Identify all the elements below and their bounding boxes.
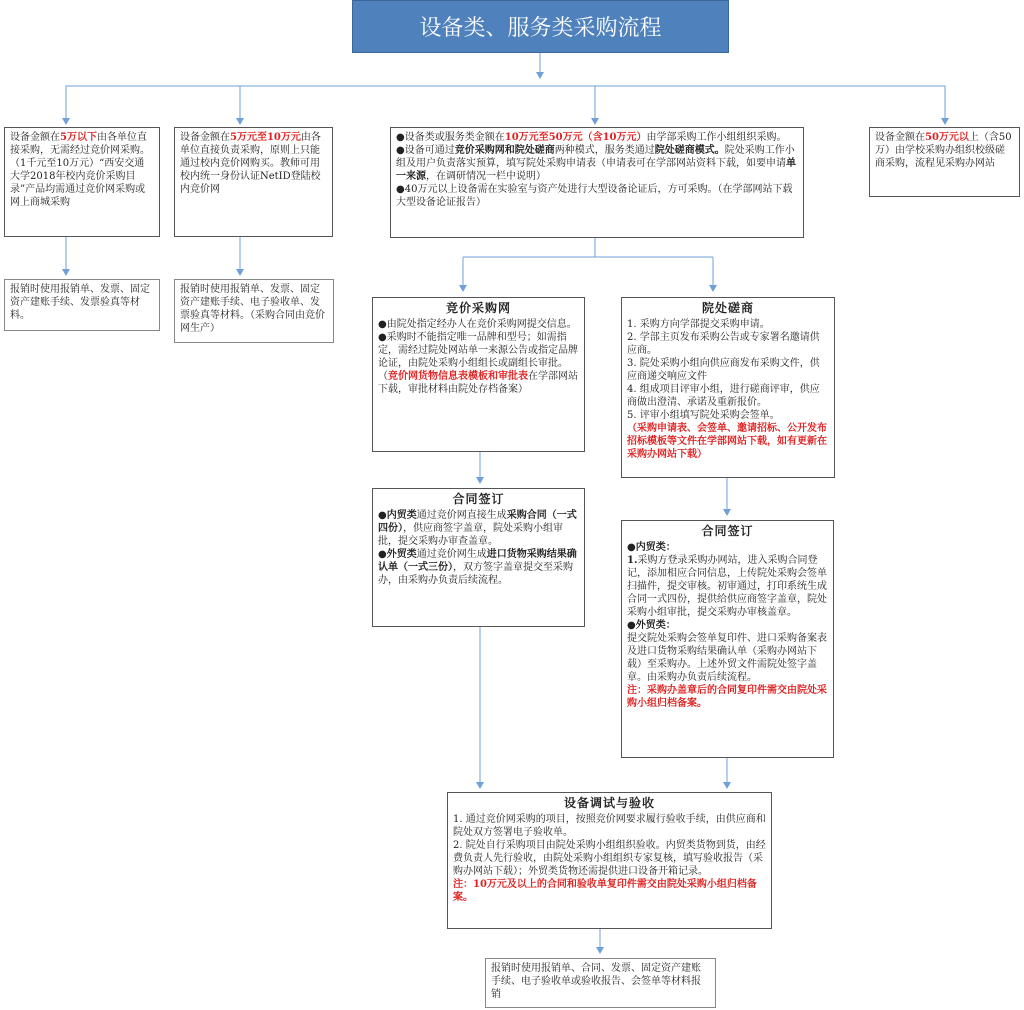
text: 报销时使用报销单、发票、固定资产建账手续、电子验收单、发票验真等材料。（采购合同由竞价网生产） bbox=[180, 284, 325, 334]
text: 报销时使用报销单、合同、发票、固定资产建账手续、电子验收单或验收报告、会签单等材料报销 bbox=[491, 963, 701, 1000]
box-over-50w bbox=[869, 127, 1020, 197]
text: 由各单位直接采购，无需经过竞价网采购。（1千元至10万元）“西安交通大学2018年校内竞价采购目录”产品均需通过竞价网采购或网上商城采购 bbox=[10, 132, 150, 208]
bold-text: ●外贸类： bbox=[627, 620, 676, 631]
text: 通过竞价网生成 bbox=[416, 549, 487, 560]
text: 通过竞价网直接生成 bbox=[416, 510, 507, 521]
list-item: 4. 组成项目评审小组，进行磋商评审，供应商做出澄清、承诺及重新报价。 bbox=[627, 384, 820, 408]
box-final-reimburse bbox=[485, 958, 716, 1008]
list-item: 5. 评审小组填写院处采购会签单。 bbox=[627, 410, 780, 421]
text: 采购方登录采购办网站，进入采购合同登记，添加相应合同信息，上传院处采购会签单扫描件，提交审核。初审通过，打印系统生成合同一式四份，提供给供应商签字盖章，院处采购小组审批，提交采购办审核盖章。 bbox=[627, 555, 827, 618]
bold-text: 院处磋商模式。 bbox=[654, 145, 725, 156]
highlight-amount: 10万元至50万元（含10万元） bbox=[504, 132, 647, 143]
text: 设备金额在 bbox=[180, 132, 230, 143]
bold-text: 单一来源 bbox=[396, 158, 796, 182]
box-heading: 合同签订 bbox=[701, 524, 754, 538]
box-10w-50w bbox=[390, 127, 804, 238]
box-consultation bbox=[621, 297, 835, 478]
box-under-5w bbox=[4, 127, 160, 237]
text: 设备金额在 bbox=[875, 132, 925, 143]
bold-text: 1. bbox=[627, 555, 638, 566]
list-item: 1. 采购方向学部提交采购申请。 bbox=[627, 319, 770, 330]
text: ●设备类或服务类金额在 bbox=[396, 132, 505, 143]
text: 2. 院处自行采购项目由院处采购小组组织验收。内贸类货物到货，由经费负责人先行验收，由院处采购小组组织专家复核，填写验收报告（采购办网站下载）；外贸类货物还需提供进口设备开箱记录。 bbox=[453, 840, 766, 877]
text: ，双方签字盖章提交至采购办，由采购办负责后续流程。 bbox=[378, 562, 573, 586]
text: 院处采购工作小组及用户负责落实预算，填写院处采购申请表（申请表可在学部网站资料下载，如要申请 bbox=[396, 145, 795, 169]
text: ，在调研情况一栏中说明） bbox=[426, 171, 546, 182]
list-item: 2. 学部主页发布采购公告或专家署名邀请供应商。 bbox=[627, 332, 820, 356]
page-title: 设备类、服务类采购流程 bbox=[352, 0, 729, 53]
text: 上（含50万）由学校采购办组织校级磋商采购，流程见采购办网站 bbox=[875, 132, 1012, 169]
text: 两种模式，服务类通过 bbox=[554, 145, 655, 156]
text: ●设备可通过 bbox=[396, 145, 455, 156]
box-heading: 设备调试与验收 bbox=[563, 796, 655, 810]
highlight-amount: 50万元以 bbox=[925, 132, 969, 143]
text: （ bbox=[378, 371, 388, 382]
text: 1. 通过竞价网采购的项目，按照竞价网要求履行验收手续，由供应商和院处双方签署电子验收单。 bbox=[453, 814, 766, 838]
text: 由学部采购工作小组组织采购。 bbox=[646, 132, 787, 143]
box-contract-bidding bbox=[372, 488, 585, 627]
box-5w-10w-reimburse bbox=[174, 279, 334, 343]
text: 在学部网站下载，审批材料由院处存档备案） bbox=[378, 371, 578, 395]
box-heading: 院处磋商 bbox=[701, 301, 754, 315]
list-item: 3. 院处采购小组向供应商发布采购文件，供应商递交响应文件 bbox=[627, 358, 820, 382]
text: 由各单位直接负责采购，原则上只能通过校内竞价网购买。教师可用校内统一身份认证NetID登陆校内竞价网 bbox=[180, 132, 321, 195]
text: 提交院处采购会签单复印件、进口采购备案表及进口货物采购结果确认单（采购办网站下载）至采购办。上述外贸文件需院处签字盖章。由采购办负责后续流程。 bbox=[627, 633, 827, 683]
text: ●采购时不能指定唯一品牌和型号；如需指定，需经过院处网站单一来源公告或指定品牌论证，由院处采购小组组长或副组长审批。 bbox=[378, 332, 578, 369]
text: 报销时使用报销单、发票、固定资产建账手续、发票验真等材料。 bbox=[10, 284, 150, 321]
box-heading: 竞价采购网 bbox=[445, 301, 511, 315]
bold-text: ●内贸类： bbox=[627, 542, 676, 553]
note-text: 注：采购办盖章后的合同复印件需交由院处采购小组归档备案。 bbox=[627, 685, 827, 709]
box-acceptance bbox=[447, 792, 772, 929]
note-text: 注：10万元及以上的合同和验收单复印件需交由院处采购小组归档备案。 bbox=[453, 879, 757, 903]
box-bidding-platform bbox=[372, 297, 585, 452]
highlight-amount: 5万元至10万元 bbox=[230, 132, 301, 143]
bold-text: 竞价采购网和院处磋商 bbox=[454, 145, 555, 156]
box-heading: 合同签订 bbox=[452, 492, 505, 506]
text: ，供应商签字盖章，院处采购小组审批，提交采购办审查盖章。 bbox=[378, 523, 563, 547]
text: 设备金额在 bbox=[10, 132, 60, 143]
bold-text: 采购合同（一式四份） bbox=[378, 510, 577, 534]
note-text: （采购申请表、会签单、邀请招标、公开发布招标模板等文件在学部网站下载，如有更新在采购办网站下载） bbox=[627, 423, 827, 460]
text: ●由院处指定经办人在竞价采购网提交信息。 bbox=[378, 319, 577, 330]
highlight-amount: 5万以下 bbox=[60, 132, 97, 143]
bold-text: 进口货物采购结果确认单（一式三份） bbox=[378, 549, 577, 573]
highlight-text: 竞价网货物信息表模板和审批表 bbox=[388, 371, 528, 382]
box-under-5w-reimburse bbox=[4, 279, 160, 331]
box-5w-10w bbox=[174, 127, 333, 237]
bold-text: ●外贸类 bbox=[378, 549, 417, 560]
bold-text: ●内贸类 bbox=[378, 510, 417, 521]
text: ●40万元以上设备需在实验室与资产处进行大型设备论证后，方可采购。（在学部网站下载大型设备论证报告） bbox=[396, 184, 793, 208]
branch-bar bbox=[66, 86, 945, 87]
box-contract-consult bbox=[621, 520, 834, 758]
